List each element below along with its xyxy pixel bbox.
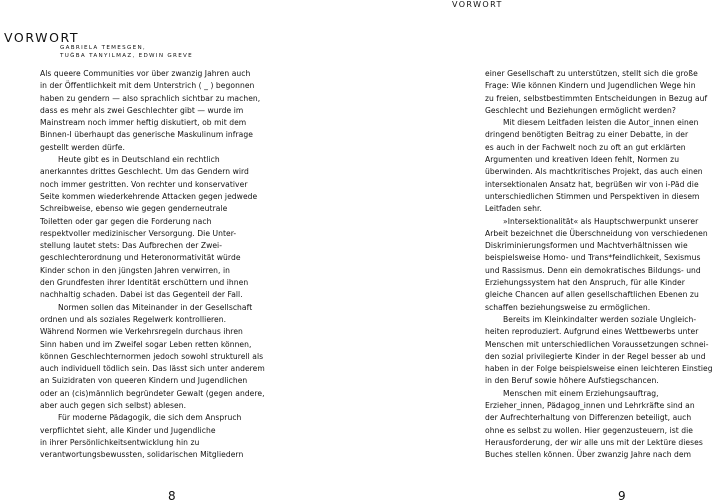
text-line: Erziehungssystem hat den Anspruch, für alle Kinder — [485, 278, 685, 288]
text-line: Toiletten oder gar gegen die Forderung nach — [40, 216, 212, 226]
author-line: GABRIELA TEMESGEN, — [60, 45, 147, 51]
text-line: den sozial privilegierte Kinder in der Regel besser ab und — [485, 351, 706, 361]
text-line: verpflichtet sieht, alle Kinder und Jugendliche — [40, 425, 216, 435]
text-line: beispielsweise Homo- und Trans*feindlichkeit, Sexismus — [485, 253, 701, 263]
text-line: Während Normen wie Verkehrsregeln durchaus ihren — [40, 327, 243, 337]
text-line: oder an (cis)männlich begründeter Gewalt (gegen andere, — [40, 388, 265, 398]
text-line: aber auch gegen sich selbst) ablesen. — [40, 401, 187, 411]
text-line: einer Gesellschaft zu unterstützen, stellt sich die große — [485, 69, 698, 78]
text-line: »Intersektionalität« als Hauptschwerpunkt unserer — [503, 216, 699, 226]
page-number-right: 9 — [618, 489, 626, 503]
text-line: Binnen-I überhaupt das generische Maskulinum infrage — [40, 130, 253, 140]
text-line: Als queere Communities vor über zwanzig Jahren auch — [40, 69, 251, 78]
text-line: verantwortungsbewussten, solidarischen Mitgliedern — [40, 450, 244, 460]
text-line: Herausforderung, der wir alle uns mit der Lektüre dieses — [485, 437, 703, 447]
text-line: auch individuell tödlich sein. Das lässt sich unter anderem — [40, 364, 265, 374]
text-line: der Aufrechterhaltung von Differenzen beteiligt, auch — [485, 413, 692, 423]
chapter-authors — [60, 44, 193, 60]
text-line: können Geschlechternormen jedoch sowohl strukturell als — [40, 351, 264, 361]
text-line: Buches stellen können. Über zwanzig Jahre nach dem — [485, 450, 692, 460]
left-body-text — [40, 68, 276, 462]
text-line: ordnen und als soziales Regelwerk kontrollieren. — [40, 314, 227, 324]
text-line: dass es mehr als zwei Geschlechter gibt — wurde im — [40, 105, 244, 115]
text-line: ohne es selbst zu wollen. Hier gegenzusteuern, ist die — [485, 425, 694, 435]
page-number-left: 8 — [168, 489, 176, 503]
text-line: unterschiedlichen Stimmen und Perspektiven in diesem — [485, 191, 700, 201]
text-line: gleiche Chancen auf allen gesellschaftlichen Ebenen zu — [485, 290, 699, 300]
text-line: zu freien, selbstbestimmten Entscheidungen in Bezug auf — [485, 93, 708, 103]
text-line: Frage: Wie können Kindern und Jugendlichen Wege hin — [485, 81, 696, 91]
text-line: in ihrer Persönlichkeitsentwicklung hin zu — [40, 437, 200, 447]
text-line: dringend benötigten Beitrag zu einer Debatte, in der — [485, 130, 689, 140]
chapter-title: VORWORT — [4, 30, 80, 45]
text-line: Argumenten und kreativen Ideen fehlt, Normen zu — [485, 155, 680, 165]
text-line: Kinder schon in den jüngsten Jahren verwirren, in — [40, 265, 230, 275]
text-line: geschlechterordnung und Heteronormativität würde — [40, 253, 241, 263]
text-line: heiten reproduziert. Aufgrund eines Wettbewerbs unter — [485, 327, 699, 337]
text-line: an Suizidraten von queeren Kindern und Jugendlichen — [40, 376, 248, 386]
text-line: Heute gibt es in Deutschland ein rechtlich — [58, 155, 220, 165]
text-line: stellung lautet stets: Das Aufbrechen der Zwei- — [40, 241, 223, 251]
text-line: überwinden. Als machtkritisches Projekt, das auch einen — [485, 167, 703, 177]
author-line: TUĞBA TANYILMAZ, EDWIN GREVE — [60, 53, 194, 59]
text-line: Für moderne Pädagogik, die sich dem Anspruch — [58, 413, 242, 423]
text-line: gestellt werden dürfe. — [40, 142, 125, 152]
text-line: Erzieher_innen, Pädagog_innen und Lehrkräfte sind an — [485, 401, 695, 411]
text-line: in den Beruf sowie höhere Aufstiegschancen. — [485, 376, 659, 386]
text-line: Arbeit bezeichnet die Überschneidung von verschiedenen — [485, 228, 708, 238]
text-line: Menschen mit unterschiedlichen Voraussetzungen schnei- — [485, 339, 709, 349]
text-line: schaffen beziehungsweise zu ermöglichen. — [485, 302, 651, 312]
text-line: Menschen mit einem Erziehungsauftrag, — [503, 388, 659, 398]
text-line: anerkanntes drittes Geschlecht. Um das Gendern wird — [40, 167, 249, 177]
text-line: haben zu gendern — also sprachlich sichtbar zu machen, — [40, 93, 261, 103]
text-line: haben in der Folge beispielsweise einen leichteren Einstieg — [485, 364, 713, 374]
text-line: Mit diesem Leitfaden leisten die Autor_innen einen — [503, 118, 699, 128]
text-line: Geschlecht und Beziehungen ermöglicht werden? — [485, 105, 676, 115]
right-body-text — [485, 68, 715, 462]
text-line: den Grundfesten ihrer Identität erschüttern und ihnen — [40, 278, 249, 288]
text-line: es auch in der Fachwelt noch zu oft an gut erklärten — [485, 142, 686, 152]
text-line: intersektionalen Ansatz hat, begrüßen wir von i-Päd die — [485, 179, 699, 189]
text-line: Bereits im Kleinkindalter werden soziale Ungleich- — [503, 314, 697, 324]
text-line: Mainstream noch immer heftig diskutiert, ob mit dem — [40, 118, 247, 128]
text-line: Normen sollen das Miteinander in der Gesellschaft — [58, 302, 253, 312]
text-line: Sinn haben und im Zweifel sogar Leben retten können, — [40, 339, 252, 349]
text-line: Leitfaden sehr. — [485, 204, 542, 214]
text-line: und Rassismus. Denn ein demokratisches Bildungs- und — [485, 265, 701, 275]
text-line: nachhaltig schaden. Dabei ist das Gegenteil der Fall. — [40, 290, 243, 300]
running-head: VORWORT — [452, 0, 503, 9]
text-line: in der Öffentlichkeit mit dem Unterstrich ( _ ) begonnen — [40, 81, 255, 91]
text-line: Diskriminierungsformen und Machtverhältnissen wie — [485, 241, 688, 251]
text-line: respektvoller medizinischer Versorgung. Die Unter- — [40, 228, 237, 238]
text-line: noch immer gestritten. Von rechter und konservativer — [40, 179, 248, 189]
text-line: Schreibweise, ebenso wie gegen genderneutrale — [40, 204, 228, 214]
text-line: Seite kommen wiederkehrende Attacken gegen jedwede — [40, 191, 258, 201]
